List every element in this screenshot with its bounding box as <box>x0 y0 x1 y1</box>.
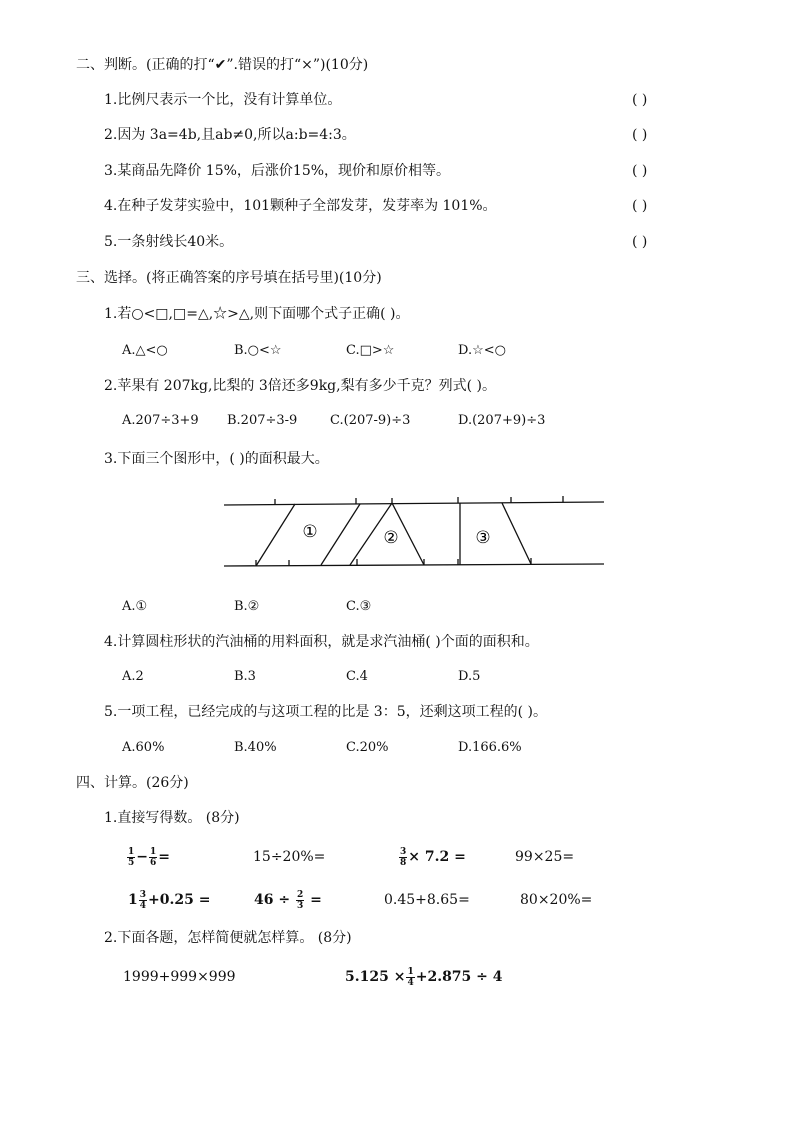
judge-item-1: 1.比例尺表示一个比，没有计算单位。 <box>104 92 342 108</box>
option-3c: C.③ <box>346 599 372 614</box>
calc-1-1: $\frac{1}{5}$ − $\frac{1}{6}$ = <box>128 846 170 868</box>
calc-question-2: 2.下面各题，怎样简便就怎样算。 (8分) <box>104 930 352 946</box>
option-1a: A.△<○ <box>122 343 168 358</box>
calc-2-2: 5.125 × $\frac{1}{4}$ +2.875 ÷ 4 <box>345 966 503 988</box>
answer-blank-4[interactable]: ( ) <box>632 198 648 214</box>
option-1d: D.☆<○ <box>458 343 506 358</box>
answer-blank-5[interactable]: ( ) <box>632 234 648 250</box>
figure-label-2: ② <box>383 528 399 548</box>
option-5c: C.20% <box>346 740 389 755</box>
calc-1-2: 15÷20%= <box>253 849 326 865</box>
section-3-title: 三、选择。(将正确答案的序号填在括号里)(10分) <box>76 270 382 286</box>
figure-label-3: ③ <box>475 528 491 548</box>
calc-1-5: 1 $\frac{3}{4}$ +0.25 = <box>128 889 211 911</box>
parallel-shapes-figure <box>220 490 610 575</box>
choice-question-1: 1.若○<□,□=△,☆>△,则下面哪个式子正确( )。 <box>104 306 410 322</box>
option-2c: C.(207-9)÷3 <box>330 413 411 428</box>
calc-1-8: 80×20%= <box>520 892 593 908</box>
answer-blank-1[interactable]: ( ) <box>632 92 648 108</box>
calc-1-7: 0.45+8.65= <box>384 892 470 908</box>
calc-2-1: 1999+999×999 <box>123 969 236 985</box>
judge-item-4: 4.在种子发芽实验中，101颗种子全部发芽，发芽率为 101%。 <box>104 198 497 214</box>
choice-question-4: 4.计算圆柱形状的汽油桶的用料面积，就是求汽油桶( )个面的面积和。 <box>104 634 539 650</box>
option-3b: B.② <box>234 599 260 614</box>
judge-item-3: 3.某商品先降价 15%，后涨价15%，现价和原价相等。 <box>104 163 451 179</box>
option-2d: D.(207+9)÷3 <box>458 413 546 428</box>
calc-1-4: 99×25= <box>515 849 575 865</box>
calc-1-6: 46 ÷ $\frac{2}{3}$ = <box>254 889 322 911</box>
option-4c: C.4 <box>346 669 368 684</box>
option-5d: D.166.6% <box>458 740 522 755</box>
option-4b: B.3 <box>234 669 256 684</box>
answer-blank-2[interactable]: ( ) <box>632 127 648 143</box>
calc-1-3: $\frac{3}{8}$ × 7.2 = <box>400 846 466 868</box>
answer-blank-3[interactable]: ( ) <box>632 163 648 179</box>
option-4d: D.5 <box>458 669 481 684</box>
choice-question-3: 3.下面三个图形中，( )的面积最大。 <box>104 451 329 467</box>
option-4a: A.2 <box>122 669 144 684</box>
choice-question-5: 5.一项工程，已经完成的与这项工程的比是 3：5，还剩这项工程的( )。 <box>104 704 547 720</box>
judge-item-2: 2.因为 3a=4b,且ab≠0,所以a:b=4:3。 <box>104 127 356 143</box>
section-4-title: 四、计算。(26分) <box>76 775 189 791</box>
calc-question-1: 1.直接写得数。 (8分) <box>104 810 240 826</box>
choice-question-2: 2.苹果有 207kg,比梨的 3倍还多9kg,梨有多少千克？列式( )。 <box>104 378 496 394</box>
option-2a: A.207÷3+9 <box>122 413 199 428</box>
section-2-title: 二、判断。(正确的打“✔”.错误的打“×”)(10分) <box>76 57 369 73</box>
option-1c: C.□>☆ <box>346 343 395 358</box>
option-5b: B.40% <box>234 740 277 755</box>
option-3a: A.① <box>122 599 148 614</box>
option-5a: A.60% <box>122 740 165 755</box>
option-1b: B.○<☆ <box>234 343 282 358</box>
option-2b: B.207÷3-9 <box>227 413 298 428</box>
judge-item-5: 5.一条射线长40米。 <box>104 234 234 250</box>
figure-label-1: ① <box>302 522 318 542</box>
